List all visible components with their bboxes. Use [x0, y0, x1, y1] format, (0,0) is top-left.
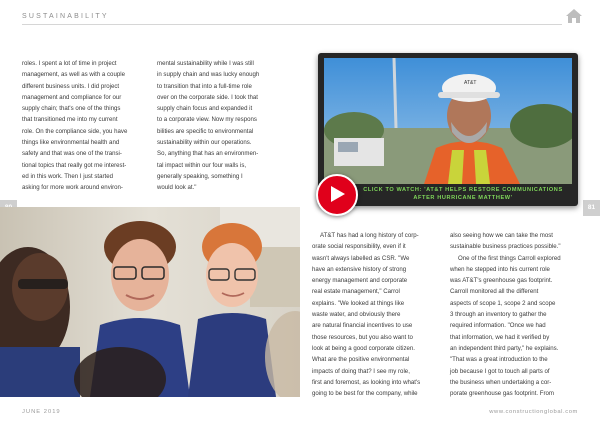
text-line: sustainable business practices possible." [450, 243, 561, 251]
text-line: that transitioned me into my current [22, 116, 118, 124]
text-line: waste water, and obviously there [312, 311, 401, 319]
text-line: that information, we had it verified by [450, 333, 550, 341]
text-line: "That was a great introduction to the [450, 356, 548, 364]
text-line: over on the corporate side. I took that [157, 93, 258, 101]
hardhat-logo-text: AT&T [464, 80, 477, 86]
page-number-right: 81 [583, 200, 600, 216]
footer-url[interactable]: www.constructionglobal.com [489, 409, 578, 415]
right-page-column-1 [312, 230, 442, 399]
left-page-column-1 [22, 58, 147, 194]
text-line: asking for more work around environ- [22, 184, 123, 192]
text-line: energy management and corporate [312, 277, 408, 285]
text-line: sustainability within our operations. [157, 139, 252, 147]
text-line: role. On the compliance side, you have [22, 127, 128, 135]
text-line: would look at." [157, 184, 197, 192]
text-line: explains. "We looked at things like [312, 299, 405, 307]
text-line: to transition that into a full-time role [157, 82, 252, 90]
text-line: look at being a good corporate citizen. [312, 344, 415, 352]
text-line: also seeing how we can take the most [450, 232, 553, 239]
text-line: are natural financial incentives to use [312, 322, 413, 330]
text-line: real estate management," Carrol [312, 288, 400, 296]
text-line: So, anything that has an environmen- [157, 150, 259, 158]
play-button[interactable] [316, 174, 358, 216]
text-line: impacts of doing that? I see my role, [312, 367, 410, 375]
text-line: supply chain; that's one of the things [22, 105, 121, 113]
text-line: job because I got to touch all parts of [450, 367, 550, 375]
text-line: ed in this work. Then I just started [22, 172, 113, 180]
play-icon [331, 186, 345, 202]
footer-date: JUNE 2019 [22, 409, 61, 415]
text-line: 3 through an inventory to gather the [450, 311, 547, 319]
left-page-column-2 [157, 58, 292, 194]
text-line: required information. "Once we had [450, 322, 546, 330]
text-line: different business units. I did project [22, 82, 120, 90]
text-line: roles. I spent a lot of time in project [22, 60, 117, 67]
text-line: wasn't always labelled as CSR. "We [312, 254, 410, 262]
header-divider [22, 24, 562, 25]
text-line: things like environmental health and [22, 139, 120, 147]
home-icon[interactable] [566, 9, 582, 23]
text-line: generally speaking, something I [157, 172, 243, 180]
text-line: was AT&T's greenhouse gas footprint. [450, 277, 553, 285]
text-line: bilities are specific to environmental [157, 127, 254, 135]
text-line: in supply chain and was lucky enough [157, 71, 260, 79]
text-line: supply chain focus and expanded it [157, 105, 253, 113]
text-line: an independent third party," he explains. [450, 344, 559, 352]
text-line: management, as well as with a couple [22, 71, 125, 79]
video-caption-line2[interactable]: AFTER HURRICANE MATTHEW' [413, 195, 513, 201]
text-line: the business when undertaking a cor- [450, 378, 552, 386]
text-line: going to be best for the company, while [312, 390, 418, 398]
text-line: orate social responsibility, even if it [312, 243, 406, 251]
students-photo [0, 207, 300, 397]
text-line: tional topics that really got me interest- [22, 161, 127, 169]
text-line: mental sustainability while I was still [157, 60, 254, 67]
right-page-column-2 [450, 230, 585, 399]
text-line: tal impact within our four walls is, [157, 161, 247, 169]
text-line: porate greenhouse gas footprint. From [450, 390, 554, 398]
text-line: have an extensive history of strong [312, 265, 407, 273]
text-line: safety and that was one of the transi- [22, 150, 122, 158]
video-card[interactable] [318, 53, 578, 206]
text-line: when he stepped into his current role [450, 265, 550, 273]
text-line: Carroll monitored all the different [450, 288, 539, 296]
video-caption-line1[interactable]: CLICK TO WATCH: 'AT&T HELPS RESTORE COMMUNICATIONS [363, 187, 563, 193]
text-line: AT&T has had a long history of corp- [320, 232, 419, 239]
text-line: to a corporate view. Now my respons [157, 116, 257, 124]
text-line: One of the first things Carroll explored [458, 254, 561, 262]
text-line: What are the positive environmental [312, 356, 410, 364]
text-line: management and compliance for our [22, 93, 122, 101]
video-thumbnail[interactable] [324, 58, 572, 184]
text-line: first and foremost, as looking into what's [312, 378, 421, 386]
text-line: aspects of scope 1, scope 2 and scope [450, 299, 556, 307]
text-line: those resources, but you also want to [312, 333, 413, 341]
section-title: SUSTAINABILITY [22, 13, 109, 20]
